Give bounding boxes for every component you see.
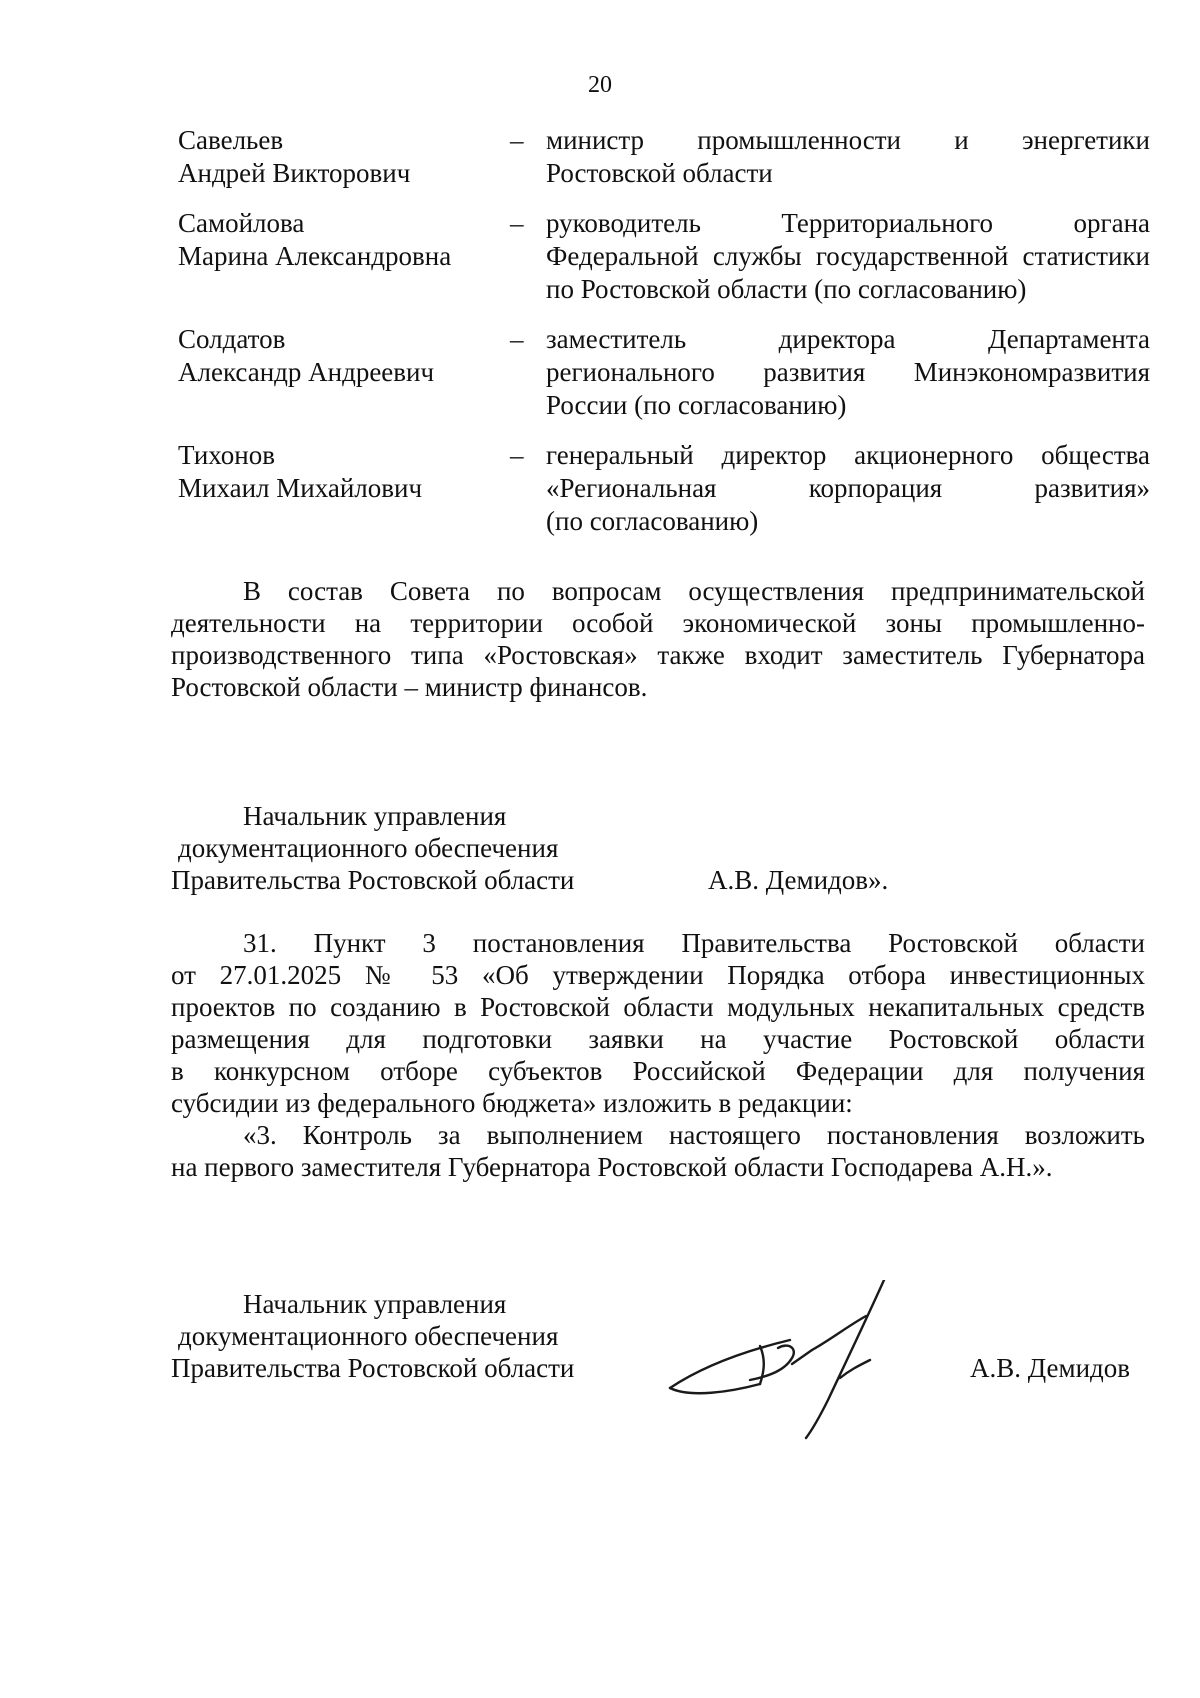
signature-block-final xyxy=(171,1288,574,1384)
member-name xyxy=(178,439,510,538)
position-line: Федеральной службы государственной статистики xyxy=(546,241,1150,271)
member-entry xyxy=(178,207,1150,306)
paragraph-line: в конкурсном отборе субъектов Российской Федерации для получения xyxy=(171,1056,1145,1086)
position-line: генеральный директор акционерного общества xyxy=(546,440,1150,470)
position-line: заместитель директора Департамента xyxy=(546,324,1150,354)
position-line: России (по согласованию) xyxy=(546,390,847,420)
member-entry xyxy=(178,124,1150,190)
paragraph-line: производственного типа «Ростовская» также входит заместитель Губернатора xyxy=(171,640,1145,670)
position-line: «Региональная корпорация развития» xyxy=(546,473,1150,503)
paragraph-line: проектов по созданию в Ростовской области модульных некапитальных средств xyxy=(171,992,1145,1022)
member-given-names: Александр Андреевич xyxy=(178,357,435,387)
member-dash: – xyxy=(510,324,524,354)
member-position xyxy=(546,124,1150,190)
member-surname: Самойлова xyxy=(178,208,305,238)
paragraph-line: Ростовской области – министр финансов. xyxy=(171,672,648,702)
signer-title-line: документационного обеспечения xyxy=(178,1321,559,1351)
paragraph-line: на первого заместителя Губернатора Ростовской области Господарева А.Н.». xyxy=(171,1152,1053,1182)
member-entry xyxy=(178,323,1150,422)
signer-title-line: документационного обеспечения xyxy=(178,833,559,863)
paragraph-line: от 27.01.2025 № 53 «Об утверждении Порядка отбора инвестиционных xyxy=(171,960,1145,990)
member-position xyxy=(546,323,1150,422)
item-31-paragraph xyxy=(171,927,1145,1119)
signer-name: А.В. Демидов xyxy=(970,1353,1131,1383)
position-line: (по согласованию) xyxy=(546,506,759,536)
page-number: 20 xyxy=(588,72,612,98)
signer-title-line: Начальник управления xyxy=(243,1289,507,1319)
paragraph-line: «3. Контроль за выполнением настоящего постановления возложить xyxy=(243,1120,1145,1150)
member-given-names: Марина Александровна xyxy=(178,241,452,271)
paragraph-line: 31. Пункт 3 постановления Правительства Ростовской области xyxy=(243,928,1145,958)
member-surname: Савельев xyxy=(178,125,284,155)
signature-block-title xyxy=(171,800,574,896)
signer-title-line: Начальник управления xyxy=(243,801,507,831)
paragraph-line: размещения для подготовки заявки на участие Ростовской области xyxy=(171,1024,1145,1054)
member-given-names: Михаил Михайлович xyxy=(178,473,423,503)
signer-title-line: Правительства Ростовской области xyxy=(171,1353,575,1383)
member-name xyxy=(178,124,510,190)
council-composition-paragraph xyxy=(171,575,1145,703)
paragraph-line: В состав Совета по вопросам осуществления предпринимательской xyxy=(243,576,1145,606)
member-dash: – xyxy=(510,125,524,155)
member-dash: – xyxy=(510,440,524,470)
member-name xyxy=(178,323,510,422)
paragraph-line: деятельности на территории особой экономической зоны промышленно- xyxy=(171,608,1145,638)
member-surname: Солдатов xyxy=(178,324,286,354)
handwritten-signature-icon xyxy=(660,1280,930,1450)
signer-title-line: Правительства Ростовской области xyxy=(171,865,575,895)
paragraph-line: субсидии из федерального бюджета» изложить в редакции: xyxy=(171,1088,853,1118)
item-3-paragraph xyxy=(171,1119,1145,1183)
member-position xyxy=(546,207,1150,306)
member-surname: Тихонов xyxy=(178,440,275,470)
position-line: руководитель Территориального органа xyxy=(546,208,1150,238)
position-line: по Ростовской области (по согласованию) xyxy=(546,274,1027,304)
signer-name: А.В. Демидов». xyxy=(708,865,889,895)
member-given-names: Андрей Викторович xyxy=(178,158,411,188)
position-line: Ростовской области xyxy=(546,158,773,188)
position-line: министр промышленности и энергетики xyxy=(546,125,1150,155)
member-dash: – xyxy=(510,208,524,238)
member-name xyxy=(178,207,510,306)
member-position xyxy=(546,439,1150,538)
council-members-list xyxy=(178,124,1150,555)
member-entry xyxy=(178,439,1150,538)
position-line: регионального развития Минэкономразвития xyxy=(546,357,1150,387)
